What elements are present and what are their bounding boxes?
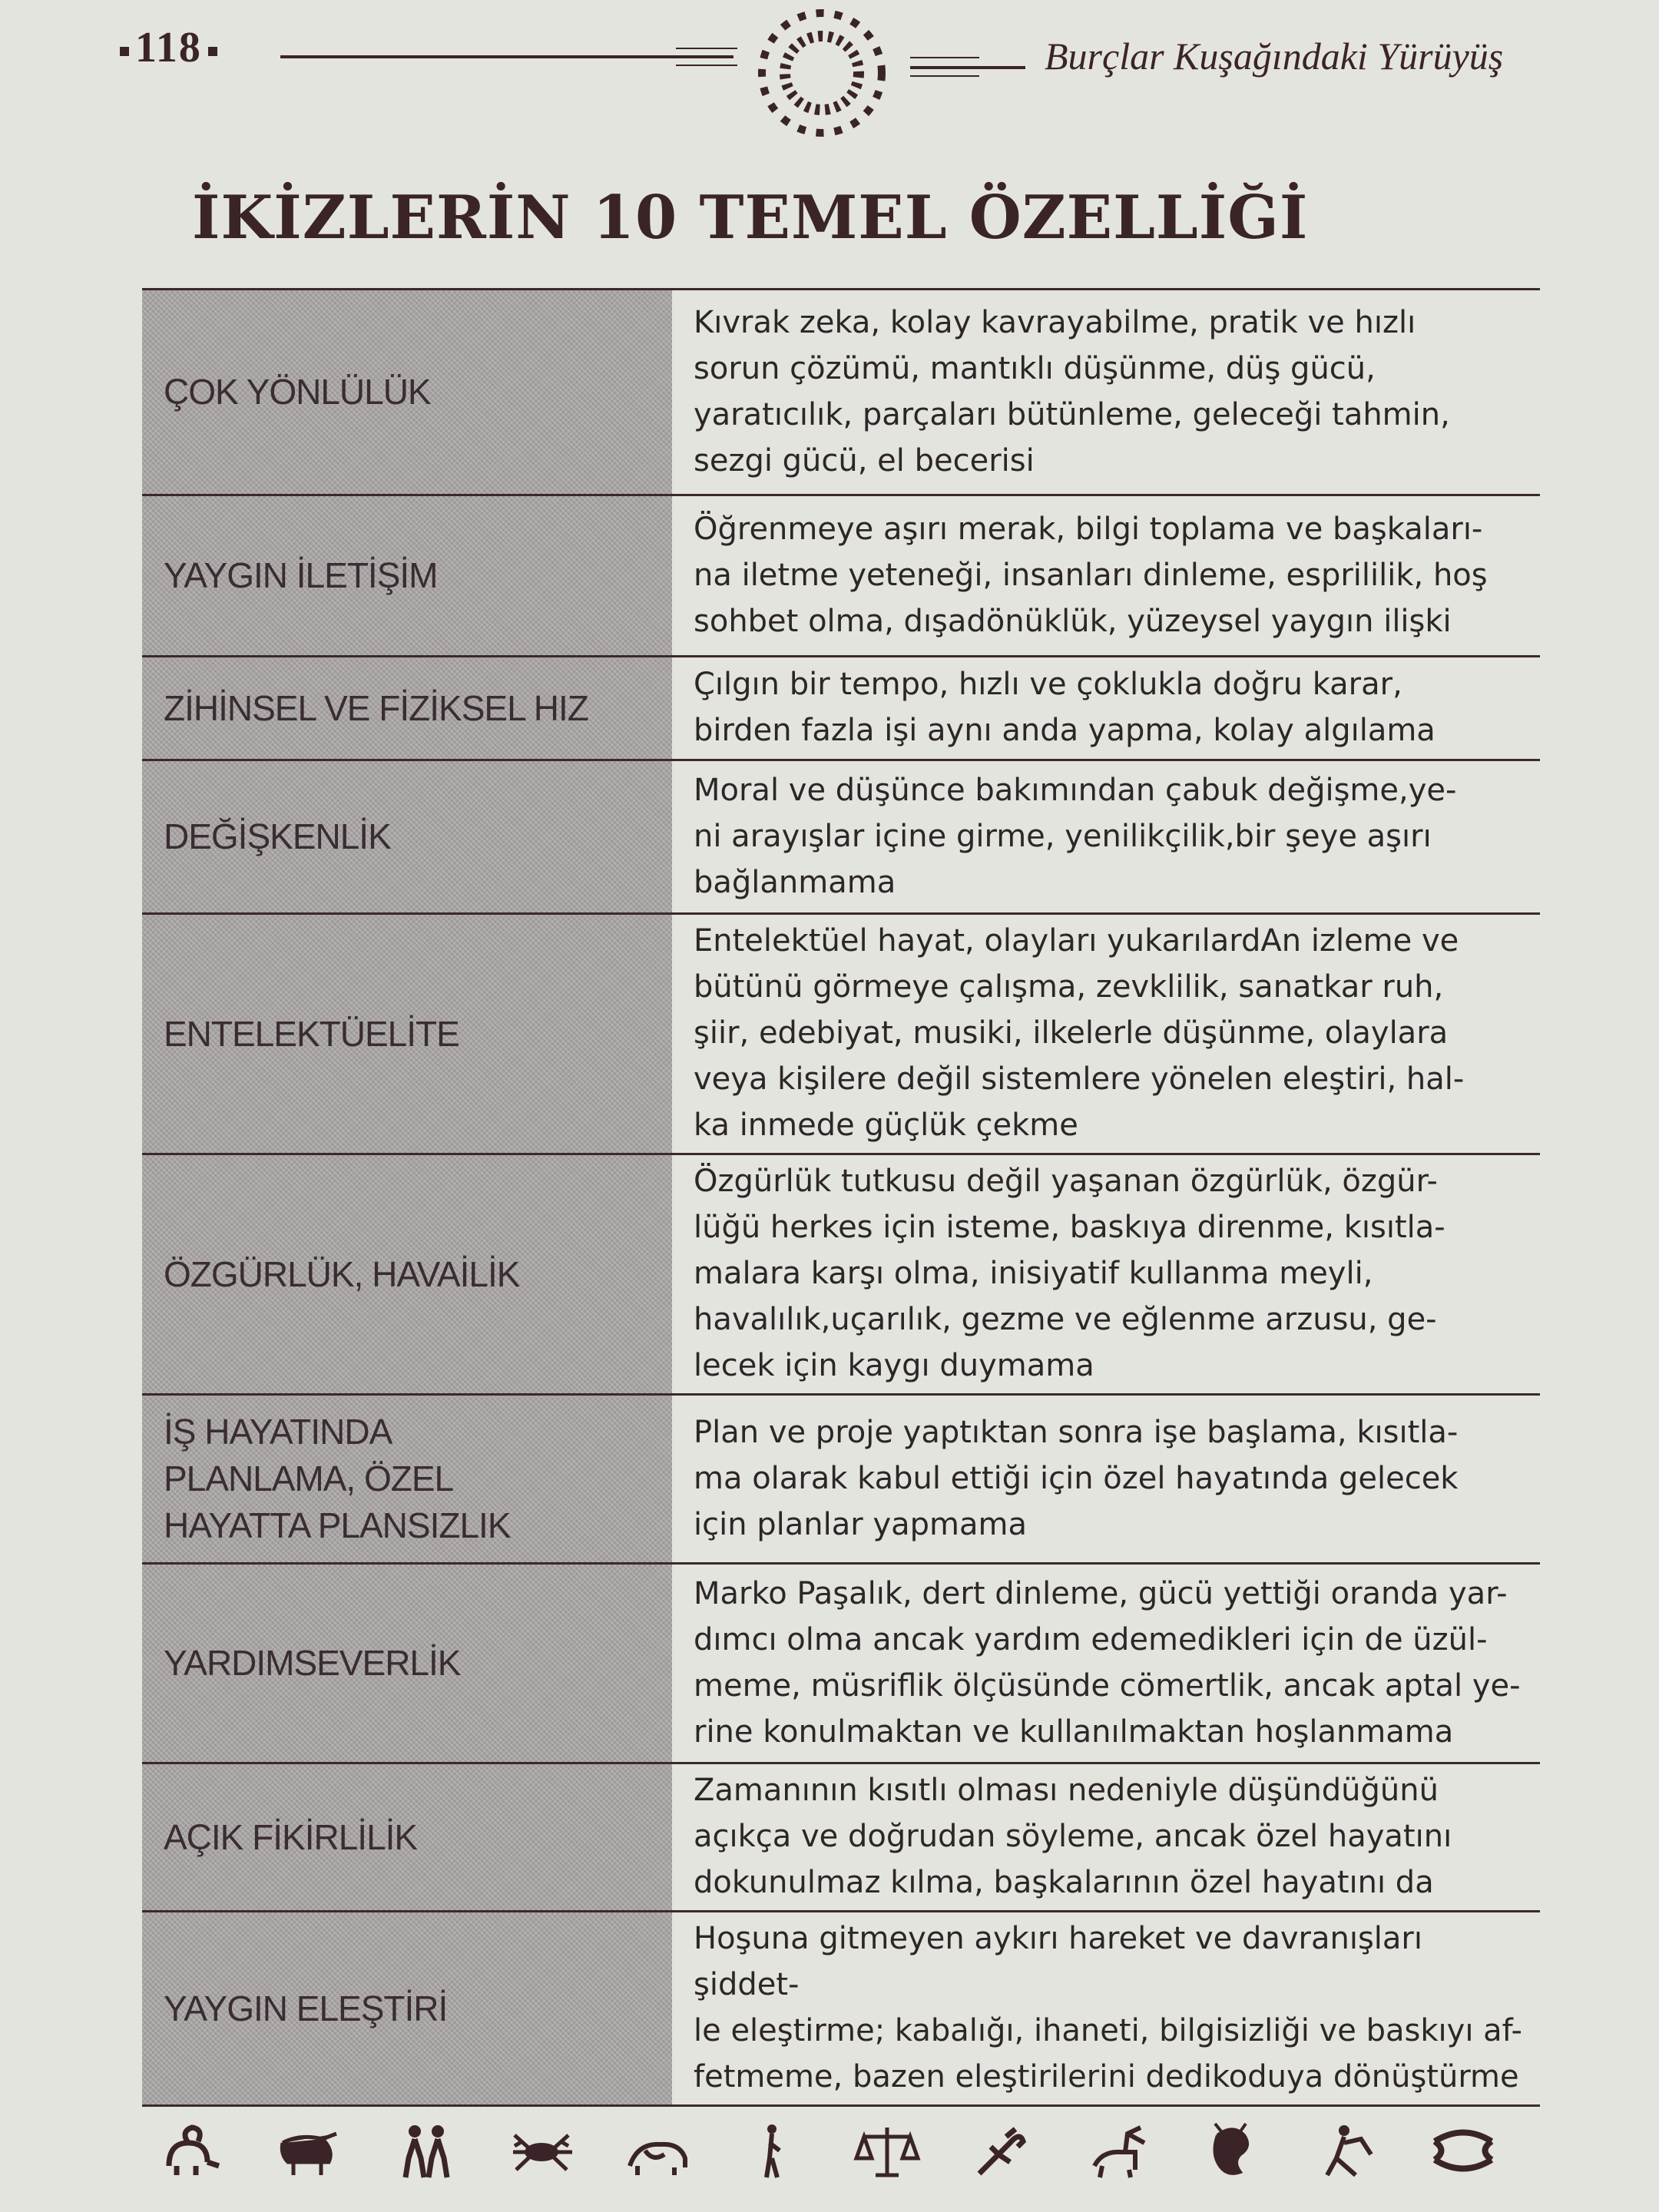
trait-description: Zamanının kısıtlı olması nedeniyle düşündüğünü açıkça ve doğrudan söyleme, ancak özel hayatını dokunulmaz kılma, başkalarının özel hayatını da (672, 1763, 1540, 1912)
zodiac-icon-strip (161, 2120, 1498, 2181)
table-row (142, 1564, 1540, 1763)
table-row (142, 290, 1540, 495)
trait-description: Entelektüel hayat, olayları yukarılardAn izleme ve bütünü görmeye çalışma, zevklilik, sanatkar ruh, şiir, edebiyat, musiki, ilkelerle düşünme, olaylara veya kişilere değil sistemlere yönelen eleştiri, hal- ka inmede güçlük çekme (672, 914, 1540, 1154)
square-ornament-icon (208, 47, 217, 56)
libra-scales-icon (853, 2120, 922, 2181)
trait-name: AÇIK FİKİRLİLİK (142, 1763, 672, 1912)
aquarius-water-bearer-icon (1313, 2120, 1382, 2181)
table-row (142, 914, 1540, 1154)
trait-name: DEĞİŞKENLİK (142, 760, 672, 914)
table-row (142, 495, 1540, 657)
trait-name: ÖZGÜRLÜK, HAVAİLİK (142, 1154, 672, 1395)
trait-name: ZİHİNSEL VE FİZİKSEL HIZ (142, 657, 672, 760)
capricorn-goat-icon (1198, 2120, 1267, 2181)
table-row (142, 760, 1540, 914)
running-title: Burçlar Kuşağındaki Yürüyüş (1045, 35, 1504, 78)
cancer-crab-icon (507, 2120, 576, 2181)
table-row (142, 1154, 1540, 1395)
page-title: İKİZLERİN 10 TEMEL ÖZELLİĞİ (192, 183, 1309, 253)
header-rule-left-accent (676, 65, 737, 66)
table-row (142, 657, 1540, 760)
virgo-maiden-icon (737, 2120, 806, 2181)
square-ornament-icon (120, 47, 129, 56)
header-rule-left-accent (676, 48, 737, 49)
taurus-bull-icon (276, 2120, 346, 2181)
header-rule-left (280, 55, 733, 58)
pisces-fish-icon (1429, 2120, 1498, 2181)
trait-description: Çılgın bir tempo, hızlı ve çoklukla doğru karar, birden fazla işi aynı anda yapma, kolay algılama (672, 657, 1540, 760)
zodiac-wheel-icon (733, 0, 910, 154)
aries-ram-icon (161, 2120, 230, 2181)
trait-description: Kıvrak zeka, kolay kavrayabilme, pratik ve hızlı sorun çözümü, mantıklı düşünme, düş gücü, yaratıcılık, parçaları bütünleme, geleceği tahmin, sezgi gücü, el becerisi (672, 290, 1540, 495)
scorpio-scorpion-icon (968, 2120, 1037, 2181)
trait-name: ÇOK YÖNLÜLÜK (142, 290, 672, 495)
header-rule-right (910, 66, 1025, 69)
sagittarius-centaur-icon (1083, 2120, 1152, 2181)
table-row (142, 1395, 1540, 1564)
trait-name: İŞ HAYATINDA PLANLAMA, ÖZEL HAYATTA PLANSIZLIK (142, 1395, 672, 1564)
header-rule-right-accent (910, 75, 979, 77)
table-row (142, 1912, 1540, 2106)
trait-name: YAYGIN İLETİŞİM (142, 495, 672, 657)
trait-description: Hoşuna gitmeyen aykırı hareket ve davranışları şiddet- le eleştirme; kabalığı, ihaneti, bilgisizliği ve baskıyı af- fetmeme, bazen eleştirilerini dedikoduya dönüştürme (672, 1912, 1540, 2106)
table-row (142, 1763, 1540, 1912)
trait-description: Özgürlük tutkusu değil yaşanan özgürlük, özgür- lüğü herkes için isteme, baskıya direnme, kısıtla- malara karşı olma, inisiyatif kullanma meyli, havalılık,uçarılık, gezme ve eğlenme arzusu, ge- lecek için kaygı duymama (672, 1154, 1540, 1395)
page-number: 118 (114, 23, 224, 72)
traits-table (142, 288, 1540, 2107)
trait-name: YAYGIN ELEŞTİRİ (142, 1912, 672, 2106)
trait-description: Öğrenmeye aşırı merak, bilgi toplama ve başkaları- na iletme yeteneği, insanları dinleme, esprililik, hoş sohbet olma, dışadönüklük, yüzeysel yaygın ilişki (672, 495, 1540, 657)
trait-description: Moral ve düşünce bakımından çabuk değişme,ye- ni arayışlar içine girme, yenilikçilik,bir şeye aşırı bağlanmama (672, 760, 1540, 914)
trait-name: YARDIMSEVERLİK (142, 1564, 672, 1763)
leo-lion-icon (622, 2120, 691, 2181)
gemini-twins-icon (392, 2120, 461, 2181)
trait-name: ENTELEKTÜELİTE (142, 914, 672, 1154)
header-rule-right-accent (910, 57, 979, 58)
trait-description: Plan ve proje yaptıktan sonra işe başlama, kısıtla- ma olarak kabul ettiği için özel hayatında gelecek için planlar yapmama (672, 1395, 1540, 1564)
trait-description: Marko Paşalık, dert dinleme, gücü yettiği oranda yar- dımcı olma ancak yardım edemedikleri için de üzül- meme, müsriflik ölçüsünde cömertlik, ancak aptal ye- rine konulmaktan ve kullanılmaktan hoşlanmama (672, 1564, 1540, 1763)
